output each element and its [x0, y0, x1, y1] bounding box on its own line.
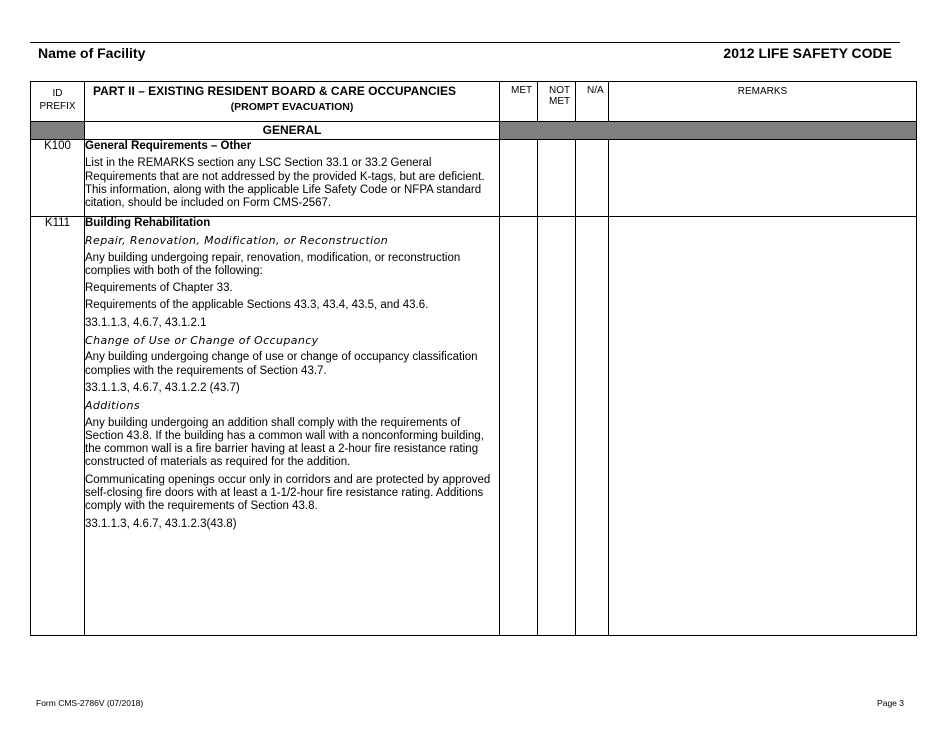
not-met-header: NOT MET [538, 82, 576, 122]
section-heading-general: GENERAL [85, 122, 500, 140]
header-rule [30, 42, 900, 43]
k100-remarks-cell[interactable] [609, 140, 917, 217]
section-band-row [31, 122, 917, 140]
table-header-row [31, 82, 917, 122]
met-header: MET [500, 82, 538, 122]
k100-na-cell[interactable] [576, 140, 609, 217]
band-spacer [31, 122, 85, 140]
k111-paragraph: Any building undergoing change of use or change of occupancy classification complies with the requirements of Section 43.7. [85, 351, 478, 377]
k100-text: List in the REMARKS section any LSC Section 33.1 or 33.2 General Requirements that are not addressed by the provided K-tags, but are deficient. This information, along with the applicable Life Safety Code or NFPA standard citation, should be included on Form CMS-2567. [85, 157, 485, 210]
k100-met-cell[interactable] [500, 140, 538, 217]
part-title-header [85, 82, 500, 122]
part-subtitle: (PROMPT EVACUATION) [230, 101, 354, 114]
k111-met-cell[interactable] [500, 217, 538, 636]
facility-name-label: Name of Facility [38, 45, 146, 61]
form-id: Form CMS-2786V (07/2018) [36, 698, 144, 708]
k111-description [85, 217, 500, 636]
k111-paragraph: Communicating openings occur only in corridors and are protected by approved self-closing fire doors with at least a 1-1/2-hour fire resistance rating. Additions comply with the requirements of Section 43.8. [85, 473, 491, 513]
id-prefix-header: ID PREFIX [31, 82, 85, 122]
k111-paragraph: Any building undergoing an addition shall comply with the requirements of Section 43.8. If the building has a common wall with a nonconforming building, the common wall is a fire barrier having at least a 2-hour fire resistance rating constructed of materials as required for the addition. [85, 416, 484, 469]
k111-paragraph: Requirements of the applicable Sections 43.3, 43.4, 43.5, and 43.6. [85, 299, 429, 312]
page-number: Page 3 [877, 698, 904, 708]
k111-citation: 33.1.1.3, 4.6.7, 43.1.2.1 [85, 316, 207, 329]
band-shading [500, 122, 917, 140]
k111-subheading-change-of-use: Change of Use or Change of Occupancy [85, 334, 319, 348]
part-title: PART II – EXISTING RESIDENT BOARD & CARE OCCUPANCIES [93, 84, 456, 98]
na-header: N/A [576, 82, 609, 122]
table-row [31, 217, 917, 636]
inspection-table [30, 81, 917, 636]
k111-citation: 33.1.1.3, 4.6.7, 43.1.2.3(43.8) [85, 517, 237, 530]
k100-not-met-cell[interactable] [538, 140, 576, 217]
k-tag-k111: K111 [31, 217, 85, 636]
k111-not-met-cell[interactable] [538, 217, 576, 636]
k111-title: Building Rehabilitation [85, 217, 211, 229]
k111-paragraph: Requirements of Chapter 33. [85, 282, 233, 295]
k111-citation: 33.1.1.3, 4.6.7, 43.1.2.2 (43.7) [85, 381, 240, 394]
table-row [31, 140, 917, 217]
k111-paragraph: Any building undergoing repair, renovation, modification, or reconstruction complies with both of the following: [85, 251, 461, 277]
k111-subheading-additions: Additions [85, 399, 140, 413]
k111-na-cell[interactable] [576, 217, 609, 636]
code-title: 2012 LIFE SAFETY CODE [723, 45, 892, 61]
k111-remarks-cell[interactable] [609, 217, 917, 636]
k-tag-k100: K100 [31, 140, 85, 217]
remarks-header: REMARKS [609, 82, 917, 122]
k111-subheading-repair: Repair, Renovation, Modification, or Reconstruction [85, 234, 389, 248]
k100-title: General Requirements – Other [85, 140, 252, 152]
k100-description [85, 140, 500, 217]
